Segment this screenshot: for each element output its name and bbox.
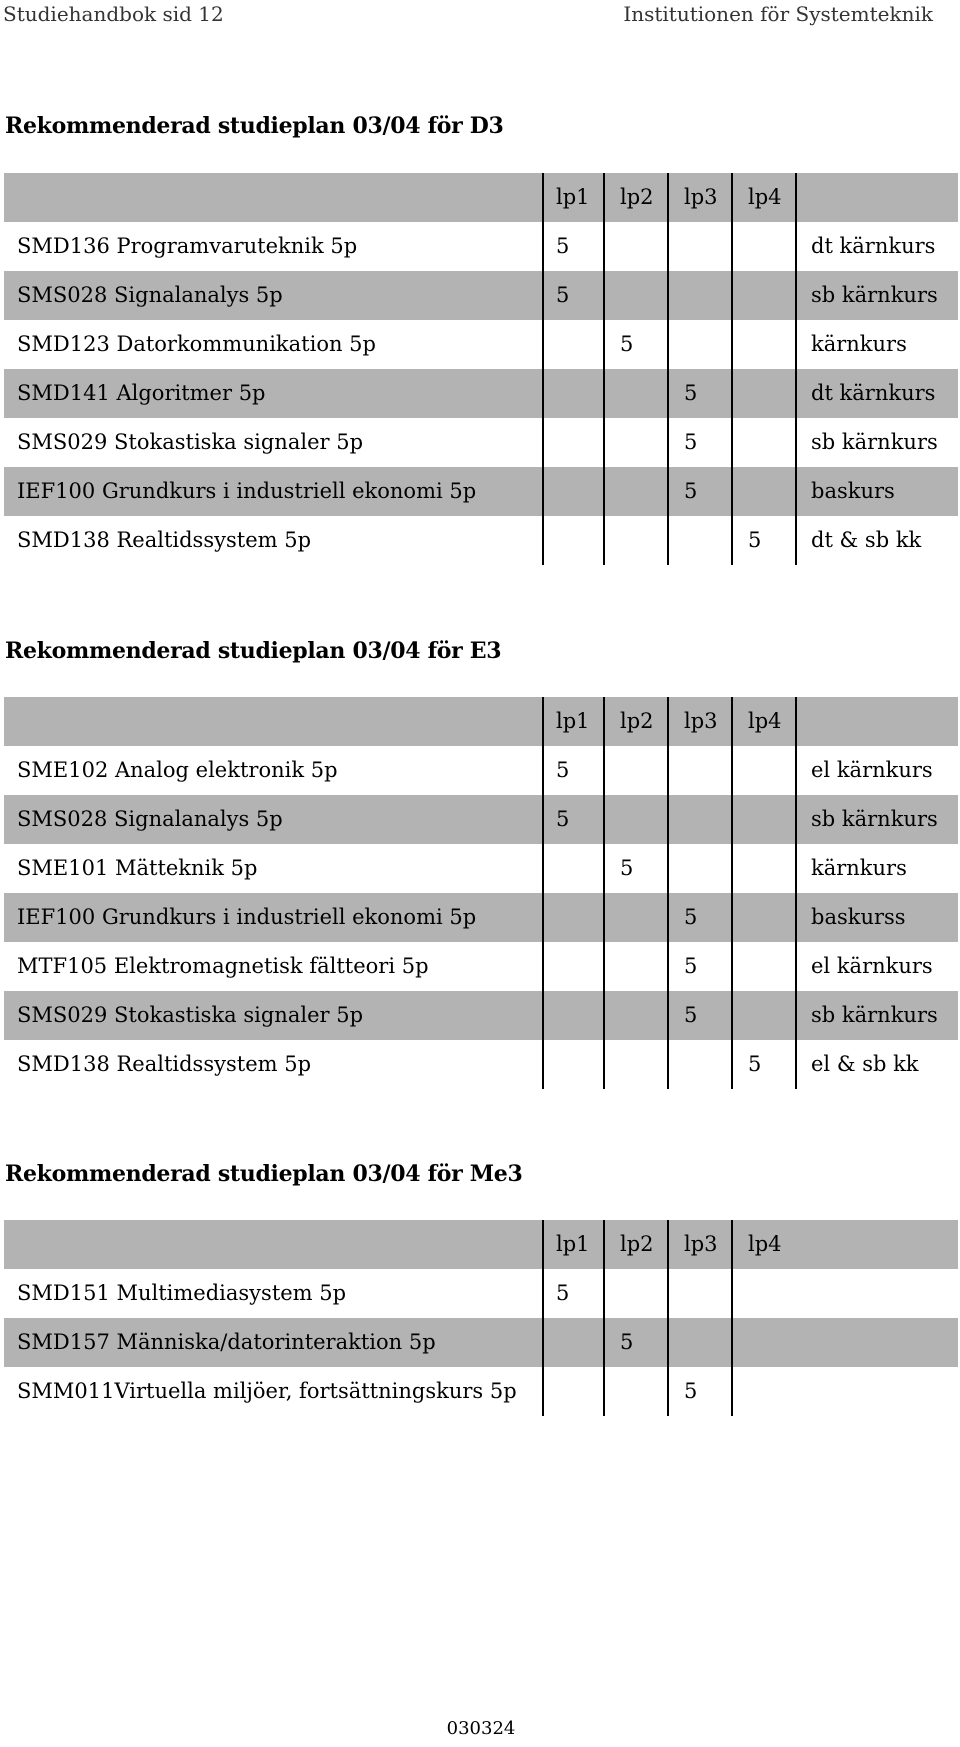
credit-lp4: 5 <box>748 1052 762 1076</box>
column-rule <box>667 893 669 942</box>
course-type: kärnkurs <box>811 332 907 356</box>
credit-lp1: 5 <box>556 283 570 307</box>
column-rule <box>795 418 797 467</box>
column-rule <box>603 467 605 516</box>
course-name: SMD157 Människa/datorinteraktion 5p <box>17 1330 436 1354</box>
column-rule <box>603 1367 605 1416</box>
course-name: SMD141 Algoritmer 5p <box>17 381 266 405</box>
column-rule <box>603 795 605 844</box>
column-rule <box>731 942 733 991</box>
column-rule <box>667 795 669 844</box>
column-rule <box>795 320 797 369</box>
section-title-d3: Rekommenderad studieplan 03/04 för D3 <box>5 113 504 139</box>
column-rule <box>542 942 544 991</box>
credit-lp1: 5 <box>556 807 570 831</box>
column-rule <box>667 222 669 271</box>
column-rule <box>731 746 733 795</box>
course-type: sb kärnkurs <box>811 807 938 831</box>
column-rule <box>731 320 733 369</box>
credit-lp3: 5 <box>684 479 698 503</box>
credit-lp2: 5 <box>620 332 634 356</box>
credit-lp3: 5 <box>684 381 698 405</box>
schedule-table-d3 <box>4 173 958 565</box>
course-type: el & sb kk <box>811 1052 919 1076</box>
credit-lp3: 5 <box>684 430 698 454</box>
column-rule <box>603 1318 605 1367</box>
running-header-right: Institutionen för Systemteknik <box>623 2 933 26</box>
column-rule <box>603 1220 605 1269</box>
column-rule <box>667 1367 669 1416</box>
column-rule <box>731 1269 733 1318</box>
table-row <box>4 1040 958 1089</box>
column-rule <box>603 1040 605 1089</box>
course-name: MTF105 Elektromagnetisk fältteori 5p <box>17 954 429 978</box>
column-rule <box>731 1220 733 1269</box>
column-rule <box>542 320 544 369</box>
column-rule <box>603 173 605 222</box>
course-type: el kärnkurs <box>811 954 933 978</box>
course-name: SMD123 Datorkommunikation 5p <box>17 332 376 356</box>
course-type: baskurss <box>811 905 906 929</box>
credit-lp1: 5 <box>556 1281 570 1305</box>
section-title-e3: Rekommenderad studieplan 03/04 för E3 <box>5 638 502 664</box>
course-name: SMS028 Signalanalys 5p <box>17 807 283 831</box>
column-rule <box>542 271 544 320</box>
course-type: dt kärnkurs <box>811 234 936 258</box>
column-rule <box>603 418 605 467</box>
column-rule <box>603 697 605 746</box>
column-rule <box>731 418 733 467</box>
running-header-left: Studiehandbok sid 12 <box>3 2 224 26</box>
column-rule <box>795 844 797 893</box>
table-row <box>4 320 958 369</box>
column-rule <box>667 1318 669 1367</box>
column-rule <box>667 1220 669 1269</box>
column-header-lp3: lp3 <box>684 185 718 209</box>
course-name: SMS029 Stokastiska signaler 5p <box>17 430 364 454</box>
table-row <box>4 991 958 1040</box>
column-rule <box>542 516 544 565</box>
course-name: SMD136 Programvaruteknik 5p <box>17 234 358 258</box>
column-rule <box>603 369 605 418</box>
column-rule <box>667 418 669 467</box>
column-rule <box>667 320 669 369</box>
column-rule <box>795 369 797 418</box>
table-row <box>4 893 958 942</box>
column-rule <box>603 1269 605 1318</box>
column-rule <box>795 991 797 1040</box>
column-rule <box>667 271 669 320</box>
column-rule <box>667 1040 669 1089</box>
table-row <box>4 1367 958 1416</box>
course-name: SMD151 Multimediasystem 5p <box>17 1281 347 1305</box>
course-type: dt kärnkurs <box>811 381 936 405</box>
column-header-lp3: lp3 <box>684 1232 718 1256</box>
column-rule <box>542 1318 544 1367</box>
column-rule <box>542 746 544 795</box>
table-row <box>4 418 958 467</box>
column-rule <box>603 746 605 795</box>
table-row <box>4 222 958 271</box>
table-row <box>4 746 958 795</box>
column-rule <box>731 222 733 271</box>
course-name: IEF100 Grundkurs i industriell ekonomi 5p <box>17 479 477 503</box>
section-title-me3: Rekommenderad studieplan 03/04 för Me3 <box>5 1161 523 1187</box>
column-rule <box>795 697 797 746</box>
column-rule <box>731 1318 733 1367</box>
column-rule <box>731 893 733 942</box>
course-name: SME102 Analog elektronik 5p <box>17 758 338 782</box>
column-rule <box>542 991 544 1040</box>
credit-lp2: 5 <box>620 1330 634 1354</box>
column-rule <box>603 942 605 991</box>
column-rule <box>795 746 797 795</box>
column-rule <box>795 1040 797 1089</box>
course-name: SMS028 Signalanalys 5p <box>17 283 283 307</box>
column-rule <box>795 795 797 844</box>
credit-lp1: 5 <box>556 758 570 782</box>
table-row <box>4 1269 958 1318</box>
schedule-table-me3 <box>4 1220 958 1416</box>
column-rule <box>731 516 733 565</box>
course-type: dt & sb kk <box>811 528 922 552</box>
column-rule <box>731 1040 733 1089</box>
column-rule <box>542 1040 544 1089</box>
column-rule <box>667 467 669 516</box>
table-header-row <box>4 697 958 746</box>
table-row <box>4 271 958 320</box>
column-header-lp4: lp4 <box>748 709 782 733</box>
table-row <box>4 1318 958 1367</box>
course-type: kärnkurs <box>811 856 907 880</box>
column-header-lp2: lp2 <box>620 1232 654 1256</box>
page-footer <box>0 1718 960 1739</box>
column-rule <box>667 516 669 565</box>
course-name: SMM011Virtuella miljöer, fortsättningskurs 5p <box>17 1379 517 1403</box>
credit-lp2: 5 <box>620 856 634 880</box>
course-type: el kärnkurs <box>811 758 933 782</box>
column-rule <box>667 697 669 746</box>
column-rule <box>795 516 797 565</box>
column-rule <box>667 844 669 893</box>
table-row <box>4 369 958 418</box>
course-name: SMS029 Stokastiska signaler 5p <box>17 1003 364 1027</box>
column-rule <box>542 369 544 418</box>
column-header-lp4: lp4 <box>748 1232 782 1256</box>
schedule-table-e3 <box>4 697 958 1089</box>
column-rule <box>795 467 797 516</box>
column-rule <box>542 418 544 467</box>
course-name: SMD138 Realtidssystem 5p <box>17 1052 312 1076</box>
table-row <box>4 942 958 991</box>
column-rule <box>542 697 544 746</box>
column-rule <box>667 1269 669 1318</box>
column-header-lp1: lp1 <box>556 1232 590 1256</box>
column-rule <box>795 893 797 942</box>
column-rule <box>542 844 544 893</box>
column-rule <box>731 467 733 516</box>
credit-lp4: 5 <box>748 528 762 552</box>
table-header-row <box>4 173 958 222</box>
column-header-lp4: lp4 <box>748 185 782 209</box>
column-rule <box>795 173 797 222</box>
table-row <box>4 467 958 516</box>
credit-lp3: 5 <box>684 1379 698 1403</box>
table-header-row <box>4 1220 958 1269</box>
table-row <box>4 795 958 844</box>
column-rule <box>603 516 605 565</box>
column-rule <box>795 942 797 991</box>
column-rule <box>731 271 733 320</box>
column-rule <box>731 795 733 844</box>
column-rule <box>795 271 797 320</box>
credit-lp3: 5 <box>684 905 698 929</box>
column-header-lp2: lp2 <box>620 709 654 733</box>
column-rule <box>667 746 669 795</box>
column-rule <box>731 991 733 1040</box>
column-rule <box>731 697 733 746</box>
page-code: 030324 <box>446 1718 516 1739</box>
column-header-lp1: lp1 <box>556 185 590 209</box>
column-rule <box>603 991 605 1040</box>
column-rule <box>603 320 605 369</box>
credit-lp3: 5 <box>684 954 698 978</box>
column-rule <box>603 844 605 893</box>
column-rule <box>603 893 605 942</box>
table-row <box>4 516 958 565</box>
course-type: baskurs <box>811 479 895 503</box>
column-rule <box>542 467 544 516</box>
credit-lp3: 5 <box>684 1003 698 1027</box>
column-rule <box>603 271 605 320</box>
column-rule <box>542 893 544 942</box>
column-header-lp2: lp2 <box>620 185 654 209</box>
course-name: SME101 Mätteknik 5p <box>17 856 258 880</box>
column-rule <box>542 795 544 844</box>
course-name: IEF100 Grundkurs i industriell ekonomi 5p <box>17 905 477 929</box>
column-rule <box>542 1269 544 1318</box>
column-rule <box>667 942 669 991</box>
column-rule <box>667 991 669 1040</box>
table-row <box>4 844 958 893</box>
column-rule <box>667 369 669 418</box>
column-rule <box>542 222 544 271</box>
column-rule <box>731 369 733 418</box>
column-rule <box>542 1220 544 1269</box>
course-name: SMD138 Realtidssystem 5p <box>17 528 312 552</box>
column-rule <box>731 844 733 893</box>
column-rule <box>542 173 544 222</box>
column-rule <box>731 1367 733 1416</box>
column-rule <box>667 173 669 222</box>
column-rule <box>731 173 733 222</box>
column-rule <box>603 222 605 271</box>
course-type: sb kärnkurs <box>811 283 938 307</box>
column-rule <box>795 222 797 271</box>
credit-lp1: 5 <box>556 234 570 258</box>
column-rule <box>542 1367 544 1416</box>
course-type: sb kärnkurs <box>811 430 938 454</box>
column-header-lp3: lp3 <box>684 709 718 733</box>
course-type: sb kärnkurs <box>811 1003 938 1027</box>
column-header-lp1: lp1 <box>556 709 590 733</box>
